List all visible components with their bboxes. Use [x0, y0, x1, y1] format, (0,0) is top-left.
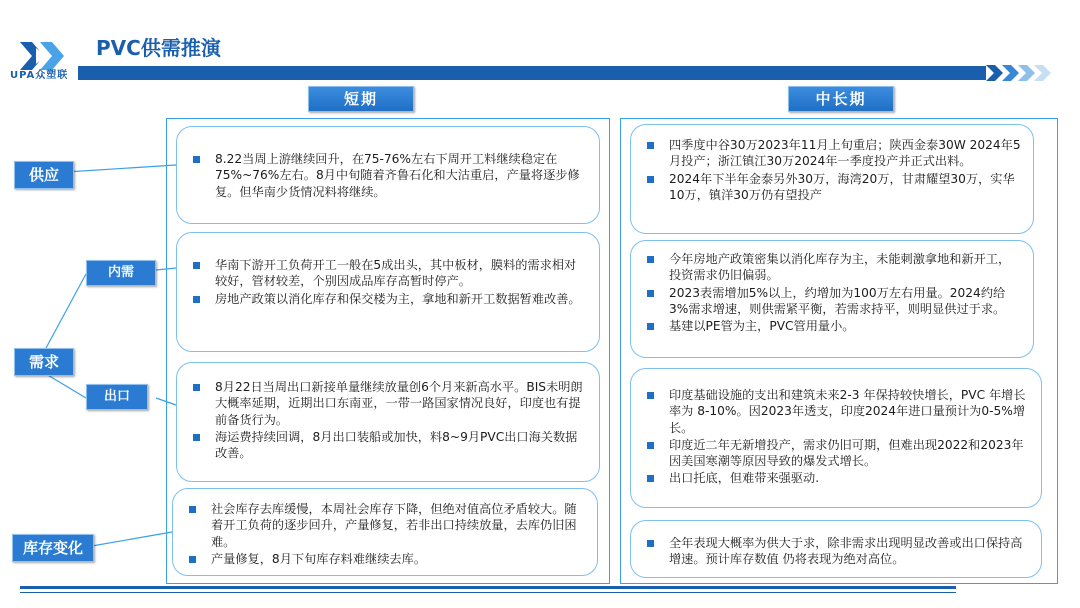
page-title: PVC供需推演	[96, 36, 221, 60]
list-item: 8.22当周上游继续回升，在75-76%左右下周开工料继续稳定在75%~76%左右。8月中旬随着齐鲁石化和大沽重启，产量将逐步修复。但华南少货情况料将继续。	[189, 151, 587, 200]
list-item: 基建以PE管为主，PVC管用量小。	[643, 318, 1021, 334]
long-inventory-list	[643, 535, 1029, 568]
list-item: 今年房地产政策密集以消化库存为主，未能刺激拿地和新开工，投资需求仍旧偏弱。	[643, 251, 1021, 284]
short-inventory-list	[185, 501, 585, 567]
short-domestic-list	[189, 257, 587, 307]
domestic-demand-tag: 内需	[86, 260, 156, 286]
list-item: 2024年下半年金泰另外30万，海湾20万，甘肃耀望30万，实华10万，镇洋30万仍有望投产	[643, 171, 1021, 204]
list-item: 出口托底，但难带来强驱动.	[643, 470, 1029, 486]
list-item: 海运费持续回调，8月出口装船或加快，料8~9月PVC出口海关数据改善。	[189, 429, 587, 462]
demand-tag: 需求	[14, 348, 74, 376]
long-term-header: 中长期	[788, 86, 894, 112]
short-export-box	[176, 362, 600, 482]
list-item: 房地产政策以消化库存和保交楼为主，拿地和新开工数据暂难改善。	[189, 291, 587, 307]
list-item: 产量修复，8月下旬库存料难继续去库。	[185, 551, 585, 567]
long-domestic-list	[643, 251, 1021, 334]
export-tag: 出口	[86, 384, 148, 410]
long-export-list	[643, 387, 1029, 487]
long-supply-list	[643, 137, 1021, 203]
short-inventory-box	[172, 488, 598, 576]
footer-line-thin	[20, 592, 956, 593]
inventory-change-tag: 库存变化	[12, 534, 94, 562]
list-item: 印度基础设施的支出和建筑未来2-3 年保持较快增长，PVC 年增长率为 8-10%。因2023年透支，印度2024年进口量预计为0-5%增长。	[643, 387, 1029, 436]
long-inventory-box	[630, 520, 1042, 578]
footer-line	[20, 586, 956, 589]
short-supply-list	[189, 151, 587, 200]
long-export-box	[630, 368, 1042, 508]
list-item: 四季度中谷30万2023年11月上旬重启；陕西金泰30W 2024年5月投产；浙江镇江30万2024年一季度投产并正式出料。	[643, 137, 1021, 170]
short-export-list	[189, 379, 587, 461]
supply-tag: 供应	[14, 161, 74, 189]
list-item: 社会库存去库缓慢，本周社会库存下降，但绝对值高位矛盾较大。随着开工负荷的逐步回升，产量修复，若非出口持续放量，去库仍旧困难。	[185, 501, 585, 550]
short-supply-box	[176, 126, 600, 224]
long-supply-box	[630, 124, 1034, 234]
long-domestic-box	[630, 240, 1034, 358]
list-item: 全年表现大概率为供大于求，除非需求出现明显改善或出口保持高增速。预计库存数值 仍将表现为绝对高位。	[643, 535, 1029, 568]
short-term-header: 短期	[308, 86, 414, 112]
list-item: 华南下游开工负荷开工一般在5成出头，其中板材，膜料的需求相对较好，管材较差，个别因成品库存高暂时停产。	[189, 257, 587, 290]
list-item: 8月22日当周出口新接单量继续放量创6个月来新高水平。BIS未明朗大概率延期，近期出口东南亚，一带一路国家情况良好，印度也有提前备货行为。	[189, 379, 587, 428]
short-domestic-box	[176, 232, 600, 352]
logo-text: UPA众塑联	[10, 70, 69, 81]
list-item: 印度近二年无新增投产，需求仍旧可期，但难出现2022和2023年因美国寒潮等原因导致的爆发式增长。	[643, 437, 1029, 470]
list-item: 2023表需增加5%以上，约增加为100万左右用量。2024约给3%需求增速，则供需紧平衡，若需求持平，则明显供过于求。	[643, 285, 1021, 318]
